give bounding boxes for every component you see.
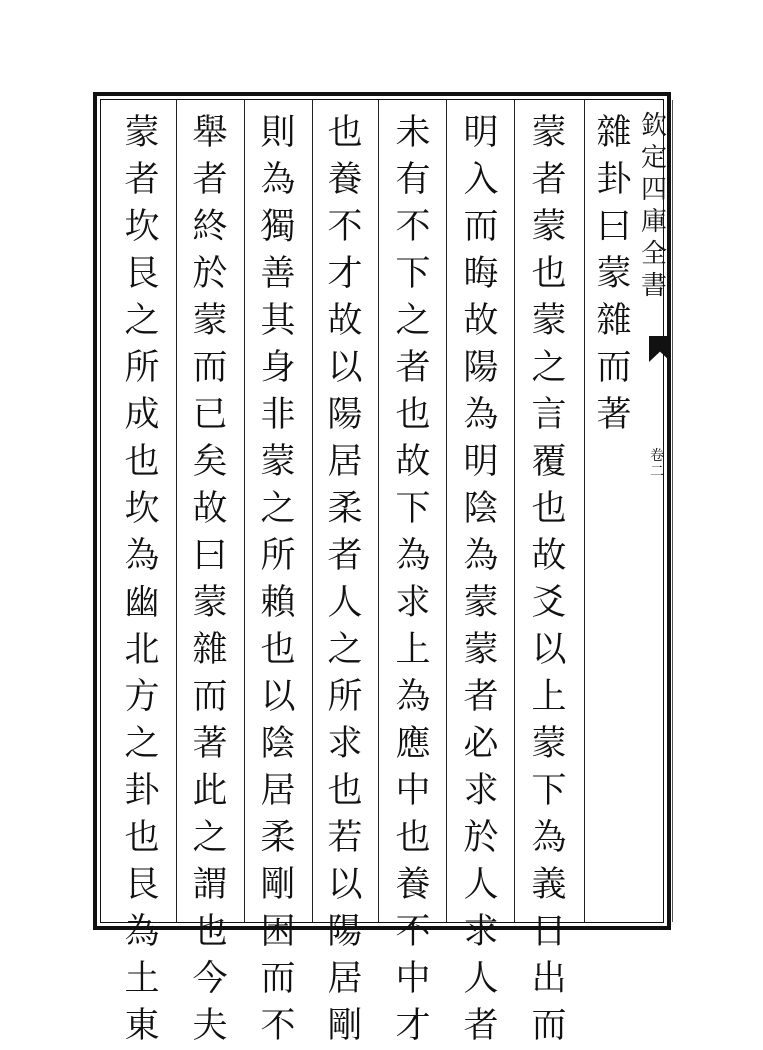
character: 矣: [192, 442, 228, 482]
character: 以: [260, 677, 296, 717]
character: 為: [395, 677, 431, 717]
column-rule: [514, 100, 515, 922]
character: 求: [463, 771, 499, 811]
character: 才: [327, 254, 363, 294]
character: 未: [395, 113, 431, 153]
character: 也: [395, 395, 431, 435]
character: 明: [463, 442, 499, 482]
character: 謂: [192, 865, 228, 905]
character: 若: [327, 818, 363, 858]
character: 坎: [124, 489, 160, 529]
character: 之: [327, 630, 363, 670]
character: 之: [124, 301, 160, 341]
character: 故: [327, 301, 363, 341]
book-title-margin: [641, 110, 668, 302]
character: 陰: [463, 489, 499, 529]
character: 柔: [327, 489, 363, 529]
character: 庫: [641, 207, 668, 237]
character: 也: [192, 912, 228, 952]
character: 人: [463, 865, 499, 905]
character: 也: [260, 630, 296, 670]
character: 於: [463, 818, 499, 858]
character: 蒙: [531, 301, 567, 341]
character: 陽: [463, 348, 499, 388]
character: 著: [192, 724, 228, 764]
text-column: [256, 110, 300, 1046]
character: 覆: [531, 442, 567, 482]
character: 也: [531, 489, 567, 529]
character: 中: [395, 771, 431, 811]
character: 養: [327, 160, 363, 200]
character: 蒙: [124, 113, 160, 153]
character: 求: [327, 724, 363, 764]
character: 坎: [124, 207, 160, 247]
character: 此: [192, 771, 228, 811]
character: 者: [124, 160, 160, 200]
character: 定: [641, 143, 668, 173]
character: 中: [395, 959, 431, 999]
character: 所: [124, 348, 160, 388]
character: 居: [260, 771, 296, 811]
character: 人: [327, 583, 363, 623]
page-border-inner: [100, 99, 668, 923]
character: 而: [192, 348, 228, 388]
character: 為: [395, 536, 431, 576]
character: 蒙: [531, 113, 567, 153]
character: 已: [192, 395, 228, 435]
text-column: [188, 110, 232, 1046]
character: 艮: [124, 865, 160, 905]
character: 故: [192, 489, 228, 529]
character: 而: [596, 348, 632, 388]
character: 以: [327, 865, 363, 905]
column-rule: [244, 100, 245, 922]
character: 陰: [260, 724, 296, 764]
character: 柔: [260, 818, 296, 858]
character: 為: [463, 395, 499, 435]
text-column: [391, 110, 435, 1046]
character: 於: [192, 254, 228, 294]
character: 也: [327, 113, 363, 153]
character: 不: [395, 207, 431, 247]
character: 必: [463, 724, 499, 764]
character: 應: [395, 724, 431, 764]
character: 曰: [192, 536, 228, 576]
character: 蒙: [192, 583, 228, 623]
text-column: [120, 110, 164, 1046]
spine-edge-line: [672, 100, 673, 922]
character: 土: [124, 959, 160, 999]
character: 蒙: [463, 630, 499, 670]
character: 困: [260, 912, 296, 952]
character: 也: [124, 818, 160, 858]
character: 夫: [192, 1006, 228, 1046]
character: 北: [124, 630, 160, 670]
character: 而: [531, 1006, 567, 1046]
character: 卦: [596, 160, 632, 200]
character: 以: [327, 348, 363, 388]
character: 蒙: [531, 207, 567, 247]
character: 不: [395, 912, 431, 952]
text-column: [459, 110, 503, 1046]
character: 之: [124, 724, 160, 764]
character: 上: [395, 630, 431, 670]
character: 也: [395, 818, 431, 858]
character: 四: [641, 175, 668, 205]
character: 則: [260, 113, 296, 153]
character: 之: [531, 348, 567, 388]
character: 剛: [260, 865, 296, 905]
character: 方: [124, 677, 160, 717]
character: 之: [260, 489, 296, 529]
character: 雜: [596, 113, 632, 153]
character: 雜: [192, 630, 228, 670]
character: 爻: [531, 583, 567, 623]
column-rule: [312, 100, 313, 922]
character: 雜: [596, 301, 632, 341]
character: 有: [395, 160, 431, 200]
column-rule: [176, 100, 177, 922]
character: 明: [463, 113, 499, 153]
character: 為: [463, 536, 499, 576]
character: 也: [531, 254, 567, 294]
character: 成: [124, 395, 160, 435]
character: 不: [260, 1006, 296, 1046]
column-rule: [378, 100, 379, 922]
character: 蒙: [531, 724, 567, 764]
character: 居: [327, 959, 363, 999]
character: 者: [463, 677, 499, 717]
character: 求: [463, 912, 499, 952]
character: 義: [531, 865, 567, 905]
character: 其: [260, 301, 296, 341]
character: 者: [192, 160, 228, 200]
character: 陽: [327, 395, 363, 435]
character: 日: [531, 912, 567, 952]
character: 之: [395, 301, 431, 341]
character: 故: [463, 301, 499, 341]
character: 人: [463, 959, 499, 999]
character: 養: [395, 865, 431, 905]
character: 故: [395, 442, 431, 482]
character: 而: [192, 677, 228, 717]
character: 艮: [124, 254, 160, 294]
character: 剛: [327, 1006, 363, 1046]
character: 也: [327, 771, 363, 811]
character: 終: [192, 207, 228, 247]
character: 求: [395, 583, 431, 623]
character: 者: [531, 160, 567, 200]
character: 言: [531, 395, 567, 435]
character: 欽: [641, 111, 668, 141]
character: 下: [531, 771, 567, 811]
character: 東: [124, 1006, 160, 1046]
character: 也: [124, 442, 160, 482]
character: 者: [395, 348, 431, 388]
character: 之: [192, 818, 228, 858]
character: 舉: [192, 113, 228, 153]
character: 居: [327, 442, 363, 482]
character: 下: [395, 254, 431, 294]
volume-label: [646, 448, 668, 480]
character: 非: [260, 395, 296, 435]
character: 為: [124, 912, 160, 952]
character: 而: [260, 959, 296, 999]
character: 而: [463, 207, 499, 247]
character: 所: [327, 677, 363, 717]
character: 賴: [260, 583, 296, 623]
character: 下: [395, 489, 431, 529]
text-column-heading: [592, 110, 636, 910]
character: 出: [531, 959, 567, 999]
character: 以: [531, 630, 567, 670]
character: 為: [531, 818, 567, 858]
character: 為: [124, 536, 160, 576]
character: 獨: [260, 207, 296, 247]
character: 不: [327, 207, 363, 247]
character: 蒙: [260, 442, 296, 482]
character: 全: [641, 239, 668, 269]
character: 幽: [124, 583, 160, 623]
text-column: [527, 110, 571, 1046]
character: 善: [260, 254, 296, 294]
character: 者: [463, 1006, 499, 1046]
column-rule: [584, 100, 585, 922]
character: 入: [463, 160, 499, 200]
character: 卷: [650, 448, 664, 464]
character: 陽: [327, 912, 363, 952]
character: 晦: [463, 254, 499, 294]
character: 曰: [596, 207, 632, 247]
character: 故: [531, 536, 567, 576]
character: 蒙: [596, 254, 632, 294]
character: 卦: [124, 771, 160, 811]
character: 著: [596, 395, 632, 435]
character: 所: [260, 536, 296, 576]
character: 書: [641, 271, 668, 301]
character: 者: [327, 536, 363, 576]
text-column: [323, 110, 367, 1046]
character: 二: [650, 464, 664, 480]
character: 蒙: [192, 301, 228, 341]
character: 蒙: [463, 583, 499, 623]
character: 為: [260, 160, 296, 200]
character: 才: [395, 1006, 431, 1046]
character: 身: [260, 348, 296, 388]
column-rule: [446, 100, 447, 922]
character: 今: [192, 959, 228, 999]
character: 上: [531, 677, 567, 717]
